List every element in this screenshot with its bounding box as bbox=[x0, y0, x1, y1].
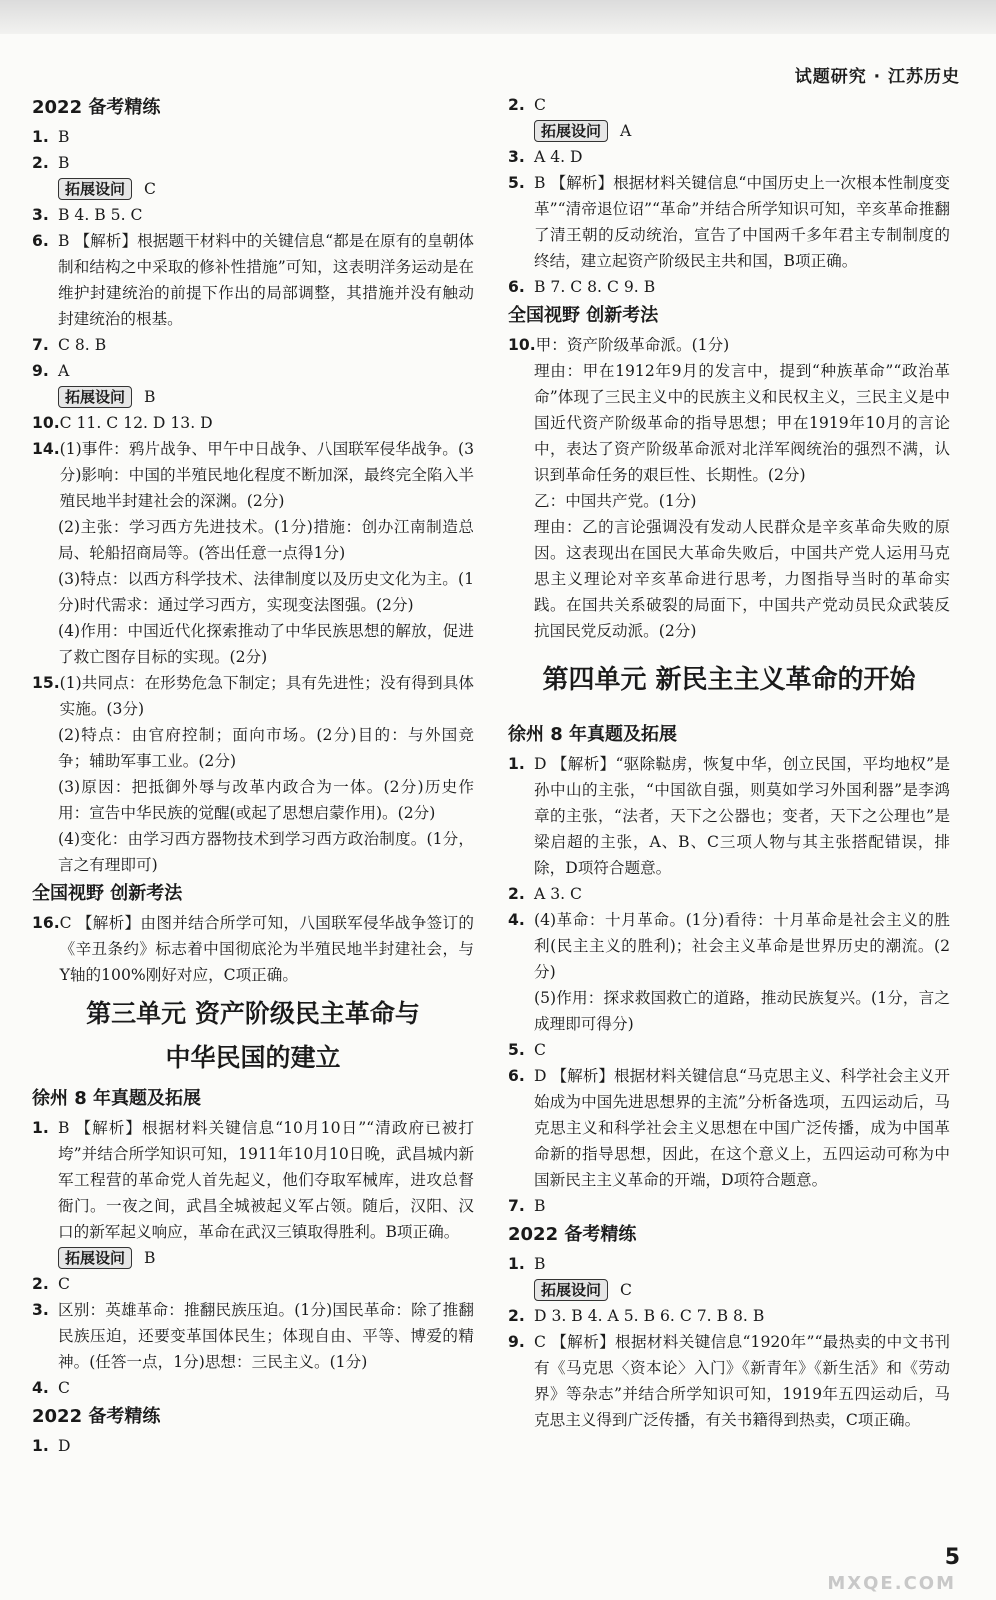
extension-tag: 拓展设问 bbox=[58, 386, 132, 408]
answer-sub: (4)作用：中国近代化探索推动了中华民族思想的解放，促进了救亡图存目标的实现。(2分) bbox=[58, 622, 474, 666]
extension-row: 拓展设问 C bbox=[32, 176, 474, 202]
section-title: 2022 备考精练 bbox=[508, 1224, 637, 1245]
answer-item: 6. D 【解析】根据材料关键信息“马克思主义、科学社会主义开始成为中国先进思想界的主流”分析备选项，五四运动后，马克思主义和科学社会主义思想在中国广泛传播，成为中国革命新的指导思想，因此，在这个意义上，五四运动可称为中国新民主主义革命的开端，D项符合题意。 bbox=[508, 1067, 950, 1189]
answer-item: 4. (4)革命：十月革命。(1分)看待：十月革命是社会主义的胜利(民主主义的胜利)；社会主义革命是世界历史的潮流。(2分) bbox=[508, 911, 950, 981]
answer-item: 2. B bbox=[32, 154, 70, 172]
answer-item: 1. B bbox=[32, 128, 70, 146]
extension-row: 拓展设问 B bbox=[32, 1245, 474, 1271]
extension-row: 拓展设问 A bbox=[508, 118, 950, 144]
answer-sub: 乙：中国共产党。(1分) bbox=[534, 492, 697, 510]
section-title: 2022 备考精练 bbox=[32, 1406, 161, 1427]
left-column bbox=[32, 92, 474, 1459]
answer-item: 10. 甲：资产阶级革命派。(1分) bbox=[508, 336, 730, 354]
answer-sub: 理由：甲在1912年9月的发言中，提到“种族革命”“政治革命”体现了三民主义中的民族主义和民权主义，三民主义是中国近代资产阶级革命的指导思想；甲在1919年10月的言论中，表达了资产阶级革命派对北洋军阀统治的强烈不满，认识到革命任务的艰巨性、长期性。(2分) bbox=[534, 362, 950, 484]
answer-item: 14. (1)事件：鸦片战争、甲午中日战争、八国联军侵华战争。(3分)影响：中国的半殖民地化程度不断加深，最终完全陷入半殖民地半封建社会的深渊。(2分) bbox=[32, 440, 474, 510]
top-band bbox=[0, 0, 996, 34]
answer-item: 1. D 【解析】“驱除鞑虏，恢复中华，创立民国，平均地权”是孙中山的主张，“中国欲自强，则莫如学习外国利器”是李鸿章的主张，“法者，天下之公器也；变者，天下之公理也”是梁启超的主张，A、B、C三项人物与其主张搭配错误，排除，D项符合题意。 bbox=[508, 755, 950, 877]
answer-item: 5. C bbox=[508, 1041, 546, 1059]
page-number: 5 bbox=[944, 1545, 960, 1570]
answer-item: 1. B 【解析】根据材料关键信息“10月10日”“清政府已被打垮”并结合所学知识可知，1911年10月10日晚，武昌城内新军工程营的革命党人首先起义，他们夺取军械库，进攻总督衙门。一夜之间，武昌全城被起义军占领。随后，汉阳、汉口的新军起义响应，革命在武汉三镇取得胜利。B项正确。 bbox=[32, 1119, 474, 1241]
answer-item: 3. B 4. B 5. C bbox=[32, 206, 143, 224]
watermark: MXQE.COM bbox=[827, 1573, 956, 1594]
answer-item: 2. C bbox=[32, 1275, 70, 1293]
running-head: 试题研究 · 江苏历史 bbox=[794, 67, 960, 87]
answer-sub: (2)主张：学习西方先进技术。(1分)措施：创办江南制造总局、轮船招商局等。(答出任意一点得1分) bbox=[58, 518, 474, 562]
answer-sub: (5)作用：探求救国救亡的道路，推动民族复兴。(1分，言之成理即可得分) bbox=[534, 989, 950, 1033]
section-title: 2022 备考精练 bbox=[32, 97, 161, 118]
section-title: 全国视野 创新考法 bbox=[32, 883, 183, 904]
extension-row: 拓展设问 C bbox=[508, 1277, 950, 1303]
extension-tag: 拓展设问 bbox=[534, 1279, 608, 1301]
extension-tag: 拓展设问 bbox=[534, 120, 608, 142]
answer-item: 9. A bbox=[32, 362, 70, 380]
answer-item: 1. B bbox=[508, 1255, 546, 1273]
unit-title: 第三单元 资产阶级民主革命与 中华民国的建立 bbox=[86, 999, 420, 1072]
section-title: 全国视野 创新考法 bbox=[508, 305, 659, 326]
extension-row: 拓展设问 B bbox=[32, 384, 474, 410]
answer-item: 16. C 【解析】由图并结合所学可知，八国联军侵华战争签订的《辛丑条约》标志着中国彻底沦为半殖民地半封建社会，与Y轴的100%刚好对应，C项正确。 bbox=[32, 914, 474, 984]
section-title: 徐州 8 年真题及拓展 bbox=[32, 1088, 202, 1109]
answer-sub: (4)变化：由学习西方器物技术到学习西方政治制度。(1分，言之有理即可) bbox=[58, 830, 474, 874]
answer-sub: 理由：乙的言论强调没有发动人民群众是辛亥革命失败的原因。这表现出在国民大革命失败后，中国共产党人运用马克思主义理论对辛亥革命进行思考，力图指导当时的革命实践。在国共关系破裂的局面下，中国共产党动员民众武装反抗国民党反动派。(2分) bbox=[534, 518, 950, 640]
right-column bbox=[508, 92, 950, 1433]
extension-tag: 拓展设问 bbox=[58, 1247, 132, 1269]
answer-item: 15. (1)共同点：在形势危急下制定；具有先进性；没有得到具体实施。(3分) bbox=[32, 674, 474, 718]
answer-sub: (2)特点：由官府控制；面向市场。(2分)目的：与外国竞争；辅助军事工业。(2分) bbox=[58, 726, 474, 770]
answer-item: 1. D bbox=[32, 1437, 71, 1455]
unit-title: 第四单元 新民主主义革命的开始 bbox=[542, 665, 916, 695]
answer-item: 6. B 【解析】根据题干材料中的关键信息“都是在原有的皇朝体制和结构之中采取的修补性措施”可知，这表明洋务运动是在维护封建统治的前提下作出的局部调整，其措施并没有触动封建统治的根基。 bbox=[32, 232, 474, 328]
answer-sub: (3)特点：以西方科学技术、法律制度以及历史文化为主。(1分)时代需求：通过学习西方，实现变法图强。(2分) bbox=[58, 570, 474, 614]
answer-item: 2. D 3. B 4. A 5. B 6. C 7. B 8. B bbox=[508, 1307, 765, 1325]
extension-tag: 拓展设问 bbox=[58, 178, 132, 200]
answer-item: 9. C 【解析】根据材料关键信息“1920年”“最热卖的中文书刊有《马克思〈资本论〉入门》《新青年》《新生活》和《劳动界》等杂志”并结合所学知识可知，1919年五四运动后，马克思主义得到广泛传播，有关书籍得到热卖，C项正确。 bbox=[508, 1333, 950, 1429]
answer-item: 2. C bbox=[508, 96, 546, 114]
section-title: 徐州 8 年真题及拓展 bbox=[508, 724, 678, 745]
answer-item: 10. C 11. C 12. D 13. D bbox=[32, 414, 213, 432]
answer-item: 3. 区别：英雄革命：推翻民族压迫。(1分)国民革命：除了推翻民族压迫，还要变革国体民生；体现自由、平等、博爱的精神。(任答一点，1分)思想：三民主义。(1分) bbox=[32, 1301, 474, 1371]
answer-sub: (3)原因：把抵御外辱与改革内政合为一体。(2分)历史作用：宣告中华民族的觉醒(或起了思想启蒙作用)。(2分) bbox=[58, 778, 474, 822]
answer-item: 7. C 8. B bbox=[32, 336, 107, 354]
answer-item: 3. A 4. D bbox=[508, 148, 583, 166]
answer-item: 7. B bbox=[508, 1197, 546, 1215]
answer-item: 6. B 7. C 8. C 9. B bbox=[508, 278, 656, 296]
answer-item: 4. C bbox=[32, 1379, 70, 1397]
answer-item: 2. A 3. C bbox=[508, 885, 582, 903]
answer-item: 5. B 【解析】根据材料关键信息“中国历史上一次根本性制度变革”“清帝退位诏”“革命”并结合所学知识可知，辛亥革命推翻了清王朝的反动统治，宣告了中国两千多年君主专制制度的终结，建立起资产阶级民主共和国，B项正确。 bbox=[508, 174, 950, 270]
